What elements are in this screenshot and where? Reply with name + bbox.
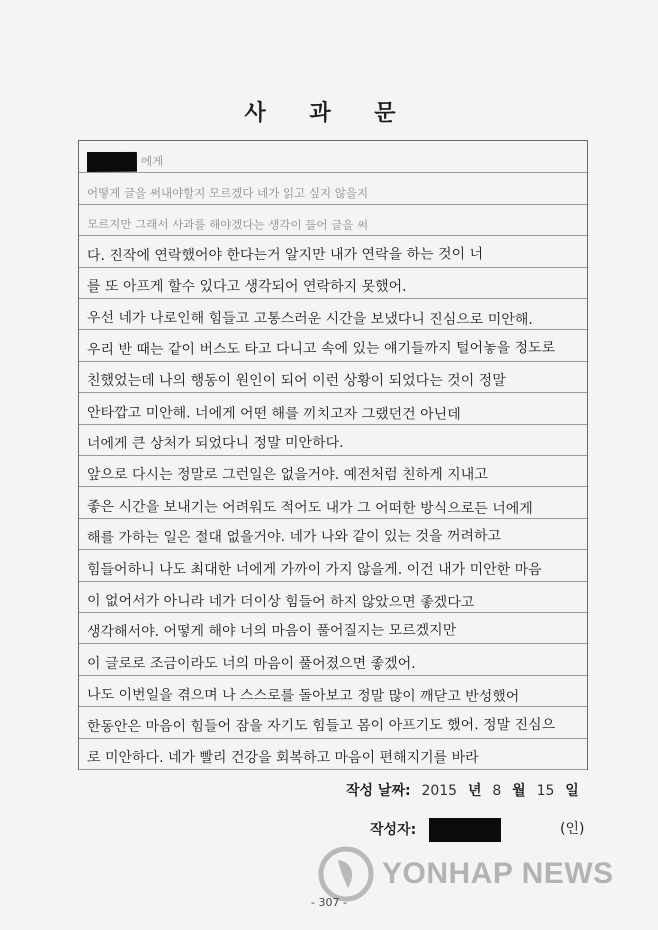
page-number: - 307 - — [311, 896, 347, 909]
handwritten-line — [87, 215, 581, 235]
handwritten-line — [87, 466, 581, 484]
ruled-line — [79, 643, 587, 644]
handwritten-line — [87, 150, 581, 172]
handwritten-line-text: 이 글로로 조금이라도 너의 마음이 풀어졌으면 좋겠어. — [87, 655, 416, 672]
ruled-line — [79, 581, 587, 582]
handwritten-line — [87, 655, 581, 673]
handwritten-line-text: 에게 — [140, 154, 164, 169]
ruled-line — [79, 267, 587, 268]
date-day-unit: 일 — [565, 783, 579, 799]
author-redaction — [429, 818, 501, 842]
seal-mark: (인) — [560, 821, 585, 837]
handwritten-line-text: 우리 반 때는 같이 버스도 타고 다니고 속에 있는 얘기들까지 털어놓을 정도로 — [86, 339, 556, 358]
date-row — [346, 780, 579, 800]
date-label: 작성 날짜: — [346, 783, 411, 799]
watermark-text: YONHAP NEWS — [382, 857, 614, 890]
recipient-redaction — [87, 152, 137, 172]
handwritten-line — [87, 184, 581, 202]
handwritten-line — [87, 309, 581, 329]
handwritten-line — [87, 621, 581, 641]
ruled-line — [79, 518, 587, 519]
handwritten-letter-area — [78, 140, 588, 770]
ruled-line — [79, 361, 587, 362]
handwritten-line-text: 너에게 큰 상처가 되었다니 정말 미안하다. — [86, 434, 344, 452]
yonhap-watermark — [318, 846, 614, 902]
ruled-line — [79, 298, 587, 299]
ruled-line — [79, 392, 587, 393]
ruled-line — [79, 738, 587, 739]
handwritten-line — [87, 498, 581, 518]
ruled-line — [79, 486, 587, 487]
handwritten-line — [87, 527, 581, 547]
ruled-line — [79, 329, 587, 330]
ruled-line — [79, 172, 587, 173]
handwritten-line-text: 다. 진작에 연락했어야 한다는거 알지만 내가 연락을 하는 것이 너 — [86, 245, 484, 264]
handwritten-line — [87, 244, 581, 264]
handwritten-line-text: 해를 가하는 일은 절대 없을거야. 네가 나와 같이 있는 것을 꺼려하고 — [86, 528, 502, 547]
handwritten-line — [87, 592, 581, 612]
handwritten-line — [87, 404, 581, 424]
handwritten-line-text: 힘들어하니 나도 최대한 너에게 가까이 가지 않을게. 이건 내가 미안한 마음 — [87, 561, 542, 578]
ruled-line — [79, 769, 587, 770]
author-label: 작성자: — [370, 822, 417, 838]
handwritten-line-text: 우선 네가 나로인해 힘들고 고통스러운 시간을 보냈다니 진심으로 미안해. — [87, 310, 533, 329]
handwritten-line-text: 나도 이번일을 겪으며 나 스스로를 돌아보고 정말 많이 깨닫고 반성했어 — [87, 687, 520, 706]
handwritten-line-text: 어떻게 글을 써내야할지 모르겠다 네가 읽고 싶지 않을지 — [87, 185, 369, 200]
handwritten-line — [87, 278, 581, 296]
handwritten-line — [87, 433, 581, 453]
handwritten-line — [87, 686, 581, 706]
ruled-line — [79, 455, 587, 456]
date-day: 15 — [536, 783, 555, 799]
handwritten-line — [87, 372, 581, 390]
handwritten-line-text: 앞으로 다시는 정말로 그런일은 없을거야. 예전처럼 친하게 지내고 — [87, 467, 488, 484]
ruled-line — [79, 612, 587, 613]
ruled-line — [79, 706, 587, 707]
handwritten-line-text: 친했었는데 나의 행동이 원인이 되어 이런 상황이 되었다는 것이 정말 — [87, 373, 506, 390]
date-year-unit: 년 — [467, 783, 482, 799]
handwritten-line-text: 모르지만 그래서 사과를 해야겠다는 생각이 들어 글을 써 — [87, 217, 369, 233]
yonhap-logo-icon — [318, 846, 374, 902]
handwritten-line — [87, 561, 581, 579]
ruled-line — [79, 204, 587, 205]
handwritten-line-text: 안타깝고 미안해. 너에게 어떤 해를 끼치고자 그랬던건 아닌데 — [87, 404, 461, 423]
handwritten-line-text: 생각해서야. 어떻게 해야 너의 마음이 풀어질지는 모르겠지만 — [86, 622, 457, 641]
handwritten-line-text: 이 없어서가 아니라 네가 더이상 힘들어 하지 않았으면 좋겠다고 — [87, 593, 475, 611]
date-month: 8 — [492, 783, 502, 799]
handwritten-line — [87, 339, 581, 359]
ruled-line — [79, 235, 587, 236]
document-title: 사 과 문 — [244, 101, 414, 126]
ruled-line — [79, 675, 587, 676]
handwritten-line-text: 로 미안하다. 네가 빨리 건강을 회복하고 마음이 편해지기를 바라 — [87, 750, 479, 766]
ruled-line — [79, 549, 587, 550]
date-month-unit: 월 — [512, 783, 526, 799]
handwritten-line — [87, 715, 581, 735]
handwritten-line-text: 한동안은 마음이 힘들어 잠을 자기도 힘들고 몸이 아프기도 했어. 정말 진심으 — [86, 716, 556, 735]
handwritten-line — [87, 749, 581, 767]
author-row — [370, 818, 501, 842]
date-year: 2015 — [421, 783, 458, 799]
handwritten-line-text: 를 또 아프게 할수 있다고 생각되어 연락하지 못했어. — [87, 279, 407, 295]
handwritten-line-text: 좋은 시간을 보내기는 어려워도 적어도 내가 그 어떠한 방식으로든 너에게 — [87, 498, 533, 517]
